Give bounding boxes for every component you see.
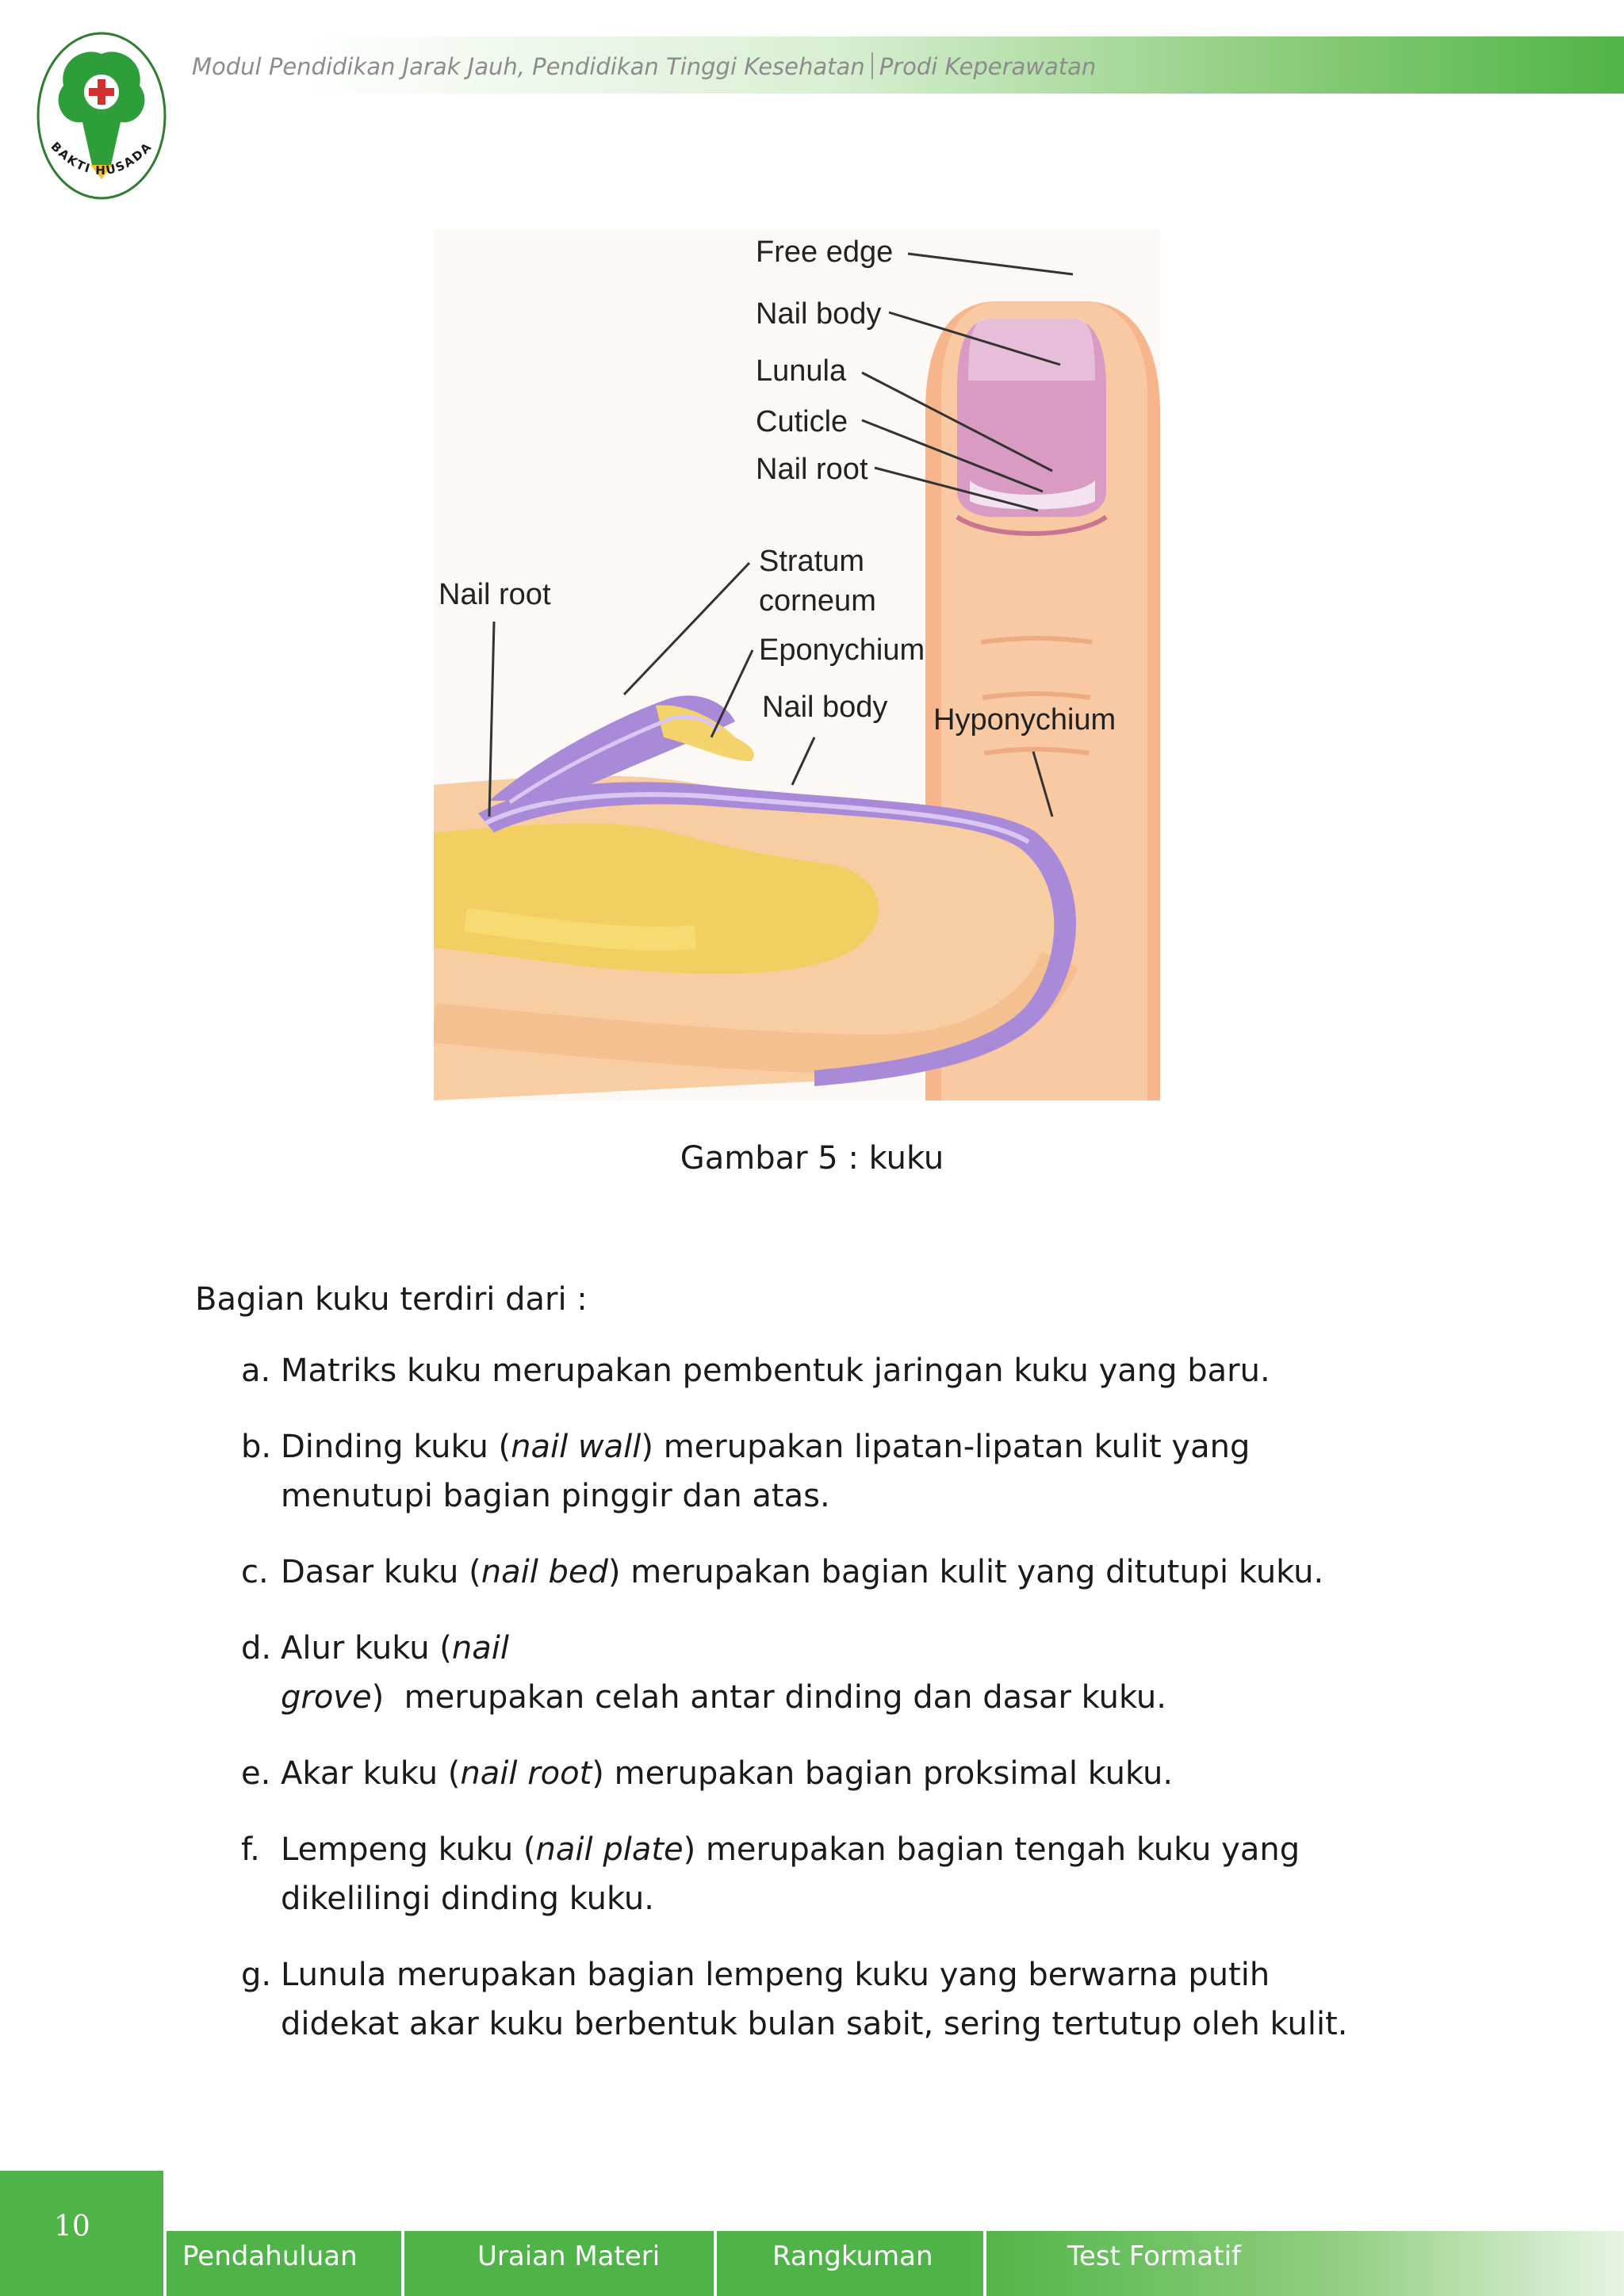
list-item [195, 1548, 1358, 1597]
list-item [195, 1346, 1358, 1395]
module-title: Modul Pendidikan Jarak Jauh, Pendidikan Tinggi Kesehatan [192, 53, 865, 80]
footer-divider [163, 2231, 167, 2296]
list-item [195, 1624, 1358, 1722]
tab-uraian-materi[interactable]: Uraian Materi [477, 2241, 661, 2272]
list-item [195, 1950, 1358, 2049]
item-term: nail bed [481, 1554, 608, 1590]
item-text: Matriks kuku merupakan pembentuk jaringan kuku yang baru. [281, 1353, 1270, 1389]
label-eponychium: Eponychium [759, 633, 925, 667]
label-corneum: corneum [759, 584, 876, 618]
list-intro: Bagian kuku terdiri dari : [195, 1281, 588, 1318]
program-name: Prodi Keperawatan [879, 53, 1097, 80]
bakti-husada-logo [35, 30, 168, 201]
running-header [192, 52, 1096, 80]
item-text-end: ) merupakan bagian kulit yang ditutupi kuku. [607, 1554, 1324, 1590]
item-text: Lunula merupakan bagian lempeng kuku yang berwarna putih didekat akar kuku berbentuk bulan sabit, sering tertutup oleh kulit. [281, 1957, 1348, 2042]
item-term: nail root [460, 1755, 592, 1792]
item-text: Alur kuku ( [281, 1630, 452, 1667]
nail-parts-list [195, 1346, 1358, 2076]
tab-test-formatif[interactable]: Test Formatif [1067, 2241, 1241, 2272]
item-term: nail plate [535, 1831, 684, 1868]
tab-pendahuluan[interactable]: Pendahuluan [182, 2241, 358, 2272]
label-free-edge: Free edge [756, 235, 894, 269]
label-nail-body-top: Nail body [756, 297, 882, 331]
item-text: Lempeng kuku ( [281, 1831, 536, 1868]
list-marker: f. [241, 1831, 260, 1868]
label-lunula: Lunula [756, 354, 847, 388]
list-item [195, 1825, 1358, 1923]
item-text: Dinding kuku ( [281, 1429, 511, 1465]
item-term: nail wall [511, 1429, 642, 1465]
list-marker: b. [241, 1429, 272, 1465]
header-separator [871, 52, 873, 79]
list-marker: d. [241, 1630, 272, 1667]
label-nail-body-mid: Nail body [762, 691, 888, 724]
figure-caption: Gambar 5 : kuku [680, 1140, 944, 1177]
list-item [195, 1749, 1358, 1798]
label-hyponychium: Hyponychium [933, 703, 1116, 737]
list-item [195, 1422, 1358, 1521]
label-cuticle: Cuticle [756, 405, 848, 438]
footer-divider [401, 2231, 404, 2296]
tab-rangkuman[interactable]: Rangkuman [772, 2241, 933, 2272]
item-text: Dasar kuku ( [281, 1554, 481, 1590]
page-number: 10 [54, 2210, 90, 2243]
item-text: Akar kuku ( [281, 1755, 461, 1792]
nail-anatomy-figure [434, 230, 1160, 1100]
item-text-end: ) merupakan bagian proksimal kuku. [592, 1755, 1174, 1792]
label-nail-root-top: Nail root [756, 453, 868, 486]
label-nail-root-left: Nail root [439, 578, 551, 611]
footer-divider [983, 2231, 986, 2296]
item-term: nail grove [281, 1630, 509, 1716]
item-text-end: ) merupakan celah antar dinding dan dasar kuku. [371, 1679, 1166, 1716]
footer-divider [714, 2231, 717, 2296]
list-marker: a. [241, 1353, 271, 1389]
list-marker: e. [241, 1755, 271, 1792]
item-text-end: ) merupakan bagian tengah kuku yang dikelilingi dinding kuku. [281, 1831, 1300, 1917]
list-marker: g. [241, 1957, 272, 1993]
item-text-end: ) merupakan lipatan-lipatan kulit yang menutupi bagian pinggir dan atas. [281, 1429, 1251, 1514]
list-marker: c. [241, 1554, 269, 1590]
logo-text: BAKTI HUSADA [48, 139, 155, 178]
label-stratum: Stratum [759, 545, 865, 578]
